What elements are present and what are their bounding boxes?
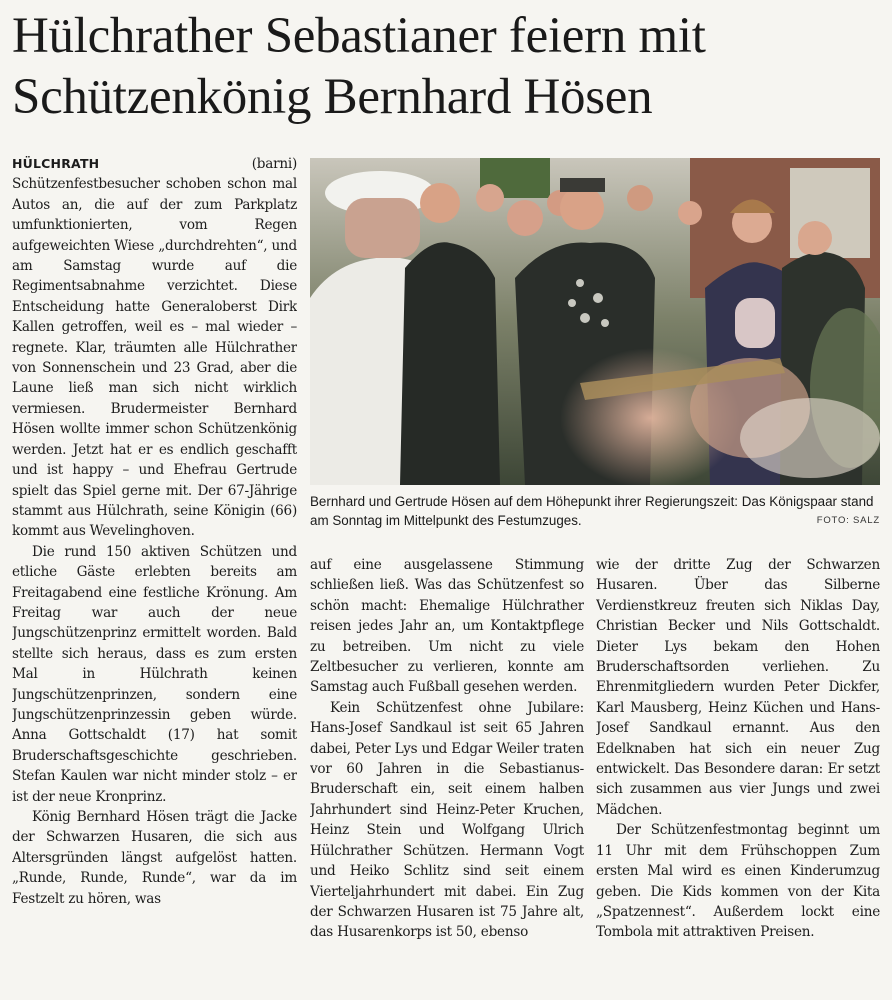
article-photo	[310, 158, 880, 485]
article-paragraph-3: König Bernhard Hösen trägt die Jacke der Schwarzen Husaren, die sich aus Altersgründen längst aufgelöst hatten. „Runde, Runde, Runde“, war da im Festzelt zu hören, was	[12, 809, 297, 907]
headline-line-2: Schützenkönig Bernhard Hösen	[12, 69, 653, 125]
headline-line-1: Hülchrather Sebastianer feiern mit	[12, 8, 706, 64]
parade-photo-illustration	[310, 158, 880, 485]
article-paragraph-4: auf eine ausgelassene Stimmung schließen ließ. Was das Schützenfest so schön macht: Ehemalige Hülchrather reisen jedes Jahr an, um Kontaktpflege zu betreiben. Um nicht zu viele Zeltbesucher zu verlieren, konnte am Samstag auch Fußball gesehen werden.	[310, 557, 584, 696]
article-paragraph-1	[12, 154, 297, 542]
photo-credit: FOTO: SALZ	[816, 515, 880, 526]
dateline: HÜLCHRATH	[12, 156, 100, 171]
article-paragraph-6: wie der dritte Zug der Schwarzen Husaren. Über das Silberne Verdienstkreuz freuten sich Niklas Day, Christian Becker und Nils Gottschaldt. Dieter Lys bekam den Hohen Bruderschaftsorden verliehen. Zu Ehrenmitgliedern wurden Peter Dickfer, Karl Mausberg, Heinz Küchen und Hans-Josef Sandkaul ernannt. Aus den Edelknaben hat sich ein neuer Zug entwickelt. Das Besondere daran: Er setzt sich zusammen aus vier Jungs und zwei Mädchen.	[596, 557, 880, 818]
article-paragraph-1-text: (barni) Schützenfestbesucher schoben schon mal Autos an, die auf der zum Parkplatz umfunktionierten, vom Regen aufgeweichten Wiese „durchdrehten“, und am Samstag wurde auf die Regimentsabnahme verzichtet. Diese Entscheidung hatte Generaloberst Dirk Kallen getroffen, weil es – mal wieder – regnete. Klar, träumten alle Hülchrather von Sonnenschein und 23 Grad, aber die Laune ließ man sich nicht wirklich vermiesen. Brudermeister Bernhard Hösen wollte immer schon Schützenkönig werden. Jetzt hat er es endlich geschafft und ist happy – und Ehefrau Gertrude spielt das Spiel gerne mit. Der 67-Jährige stammt aus Hülchrath, seine Königin (66) kommt aus Wevelinghoven.	[12, 156, 297, 540]
article-column-3	[596, 555, 880, 995]
article-paragraph-5: Kein Schützenfest ohne Jubilare: Hans-Josef Sandkaul ist seit 65 Jahren dabei, Peter Lys und Edgar Weiler traten vor 60 Jahren in die Sebastianus-Bruderschaft ein, seit einem halben Jahrhundert sind Heinz-Peter Kruchen, Heinz Stein und Wolfgang Ulrich Hülchrather Schützen. Hermann Vogt und Heiko Schlitz sind seit einem Vierteljahrhundert mit dabei. Ein Zug der Schwarzen Husaren ist 75 Jahre alt, das Husarenkorps ist 50, ebenso	[310, 699, 584, 941]
headline	[12, 6, 882, 128]
article-paragraph-2: Die rund 150 aktiven Schützen und etliche Gäste erlebten bereits am Freitagabend eine festliche Krönung. Am Freitag war auch der neue Jungschützenprinz ermittelt worden. Bald stellte sich heraus, dass es zum ersten Mal in Hülchrath keinen Jungschützenprinzen, sondern eine Jungschützenprinzessin geben würde. Anna Gottschaldt (17) hat somit Bruderschaftsgeschichte geschrieben. Stefan Kaulen war nicht minder stolz – er ist der neue Kronprinz.	[12, 543, 297, 805]
article-column-2	[310, 555, 584, 995]
article-column-1	[12, 154, 297, 994]
photo-caption: Bernhard und Gertrude Hösen auf dem Höhepunkt ihrer Regierungszeit: Das Königspaar stand am Sonntag im Mittelpunkt des Festumzuges.	[310, 494, 874, 528]
article-paragraph-7: Der Schützenfestmontag beginnt um 11 Uhr mit dem Frühschoppen Zum ersten Mal wird es einen Kinderumzug geben. Die Kids kommen von der Kita „Spatzennest“. Außerdem lockt eine Tombola mit attraktiven Preisen.	[596, 822, 880, 941]
